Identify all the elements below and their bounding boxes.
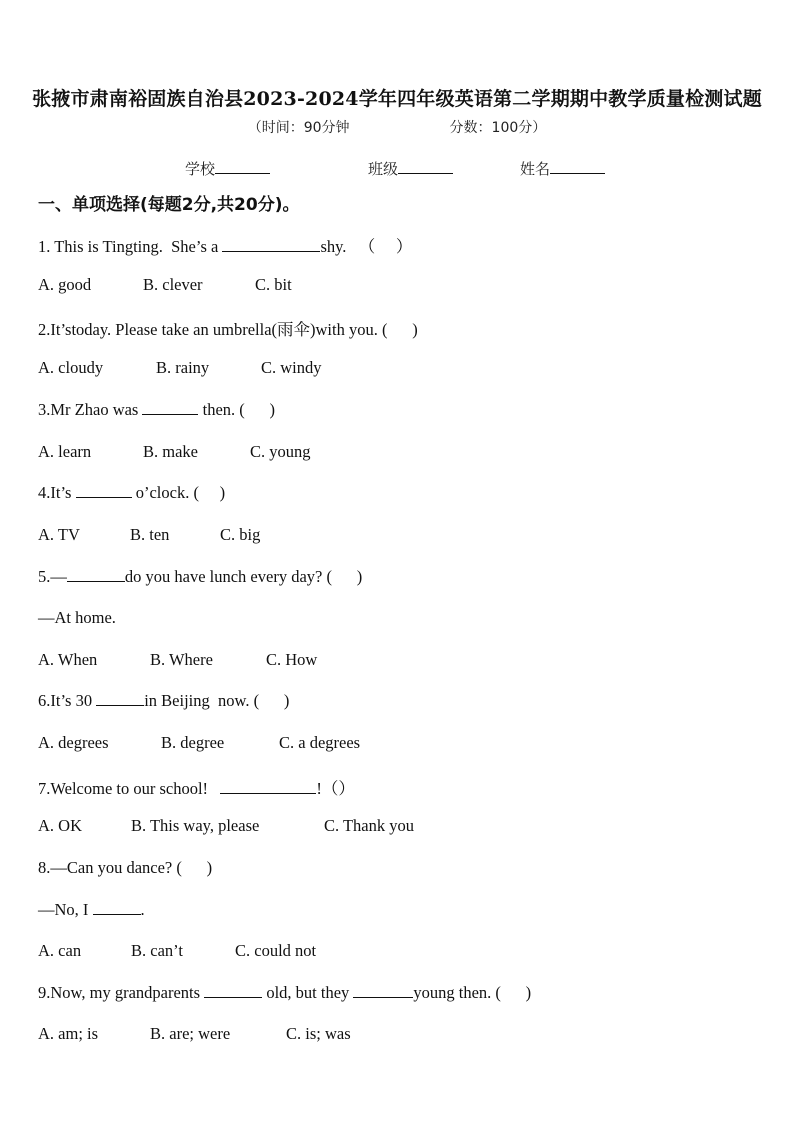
class-field[interactable] <box>368 158 453 179</box>
option-b[interactable]: B. can’t <box>131 941 183 960</box>
question-text: 6.It’s 30 <box>38 691 97 710</box>
option-a[interactable]: A. learn <box>38 442 92 461</box>
question-text: 5.— <box>38 567 67 586</box>
option-a[interactable]: A. TV <box>38 525 80 544</box>
exam-meta <box>0 117 794 137</box>
class-label: 班级 <box>368 160 399 178</box>
option-c[interactable]: C. could not <box>235 941 317 960</box>
question-text: then. ( ) <box>198 400 276 419</box>
option-c[interactable]: C. is; was <box>286 1024 351 1043</box>
answer-blank[interactable] <box>76 483 132 498</box>
option-b[interactable]: B. This way, please <box>131 816 260 835</box>
answer-blank[interactable] <box>220 779 316 794</box>
question-text: do you have lunch every day? ( ) <box>124 567 363 586</box>
option-c[interactable]: C. a degrees <box>279 733 361 752</box>
option-c[interactable]: C. How <box>266 650 318 669</box>
question-3 <box>38 400 275 420</box>
class-blank[interactable] <box>398 159 453 174</box>
question-text: 4.It’s <box>38 483 76 502</box>
answer-blank[interactable] <box>353 983 413 998</box>
reply-8 <box>38 900 145 920</box>
question-text: 2.It’stoday. Please take an umbrella(雨伞)with you. ( ) <box>38 320 418 339</box>
question-5 <box>38 567 362 587</box>
option-c[interactable]: C. young <box>250 442 311 461</box>
answer-blank[interactable] <box>222 237 320 252</box>
answer-blank[interactable] <box>93 900 141 915</box>
question-4 <box>38 483 225 503</box>
name-field[interactable] <box>520 158 605 179</box>
reply-text: —No, I <box>38 900 93 919</box>
question-7 <box>38 775 355 799</box>
exam-title: 张掖市肃南裕固族自治县2023-2024学年四年级英语第二学期期中教学质量检测试题 <box>32 88 762 110</box>
option-a[interactable]: A. can <box>38 941 82 960</box>
option-a[interactable]: A. am; is <box>38 1024 99 1043</box>
question-text: o’clock. ( ) <box>131 483 226 502</box>
option-b[interactable]: B. make <box>143 442 198 461</box>
option-a[interactable]: A. cloudy <box>38 358 104 377</box>
question-9 <box>38 983 531 1003</box>
option-c[interactable]: C. bit <box>255 275 292 294</box>
answer-blank[interactable] <box>96 691 144 706</box>
option-c[interactable]: C. windy <box>261 358 322 377</box>
option-b[interactable]: B. ten <box>130 525 170 544</box>
question-6 <box>38 691 289 711</box>
answer-blank[interactable] <box>204 983 262 998</box>
school-field[interactable] <box>185 158 270 179</box>
exam-time: （时间：90分钟 <box>247 120 350 136</box>
question-text: 1. This is Tingting. She’s a <box>38 237 223 256</box>
option-b[interactable]: B. Where <box>150 650 213 669</box>
school-label: 学校 <box>185 160 216 178</box>
name-blank[interactable] <box>550 159 605 174</box>
question-text: shy. （ ） <box>320 237 413 256</box>
question-text: 7.Welcome to our school! <box>38 779 221 798</box>
answer-blank[interactable] <box>142 400 198 415</box>
question-text: in Beijing now. ( ) <box>144 691 290 710</box>
option-a[interactable]: A. good <box>38 275 92 294</box>
question-text: young then. ( ) <box>413 983 532 1002</box>
reply-text: . <box>140 900 145 919</box>
option-c[interactable]: C. Thank you <box>324 816 414 835</box>
question-text: 9.Now, my grandparents <box>38 983 205 1002</box>
option-c[interactable]: C. big <box>220 525 261 544</box>
question-text: !（） <box>316 779 355 798</box>
question-1 <box>38 233 412 257</box>
option-a[interactable]: A. degrees <box>38 733 109 752</box>
exam-score: 分数：100分） <box>449 120 547 136</box>
option-a[interactable]: A. When <box>38 650 98 669</box>
option-b[interactable]: B. degree <box>161 733 225 752</box>
section-heading: 一、单项选择(每题2分,共20分)。 <box>38 195 300 215</box>
option-b[interactable]: B. are; were <box>150 1024 231 1043</box>
school-blank[interactable] <box>215 159 270 174</box>
question-2 <box>38 316 418 340</box>
question-text: 8.—Can you dance? ( ) <box>38 858 213 877</box>
question-text: 3.Mr Zhao was <box>38 400 143 419</box>
reply-5: —At home. <box>38 608 116 627</box>
question-text: old, but they <box>262 983 354 1002</box>
question-8 <box>38 858 212 878</box>
answer-blank[interactable] <box>67 567 125 582</box>
option-b[interactable]: B. clever <box>143 275 203 294</box>
option-a[interactable]: A. OK <box>38 816 82 835</box>
name-label: 姓名 <box>520 160 551 178</box>
option-b[interactable]: B. rainy <box>156 358 210 377</box>
